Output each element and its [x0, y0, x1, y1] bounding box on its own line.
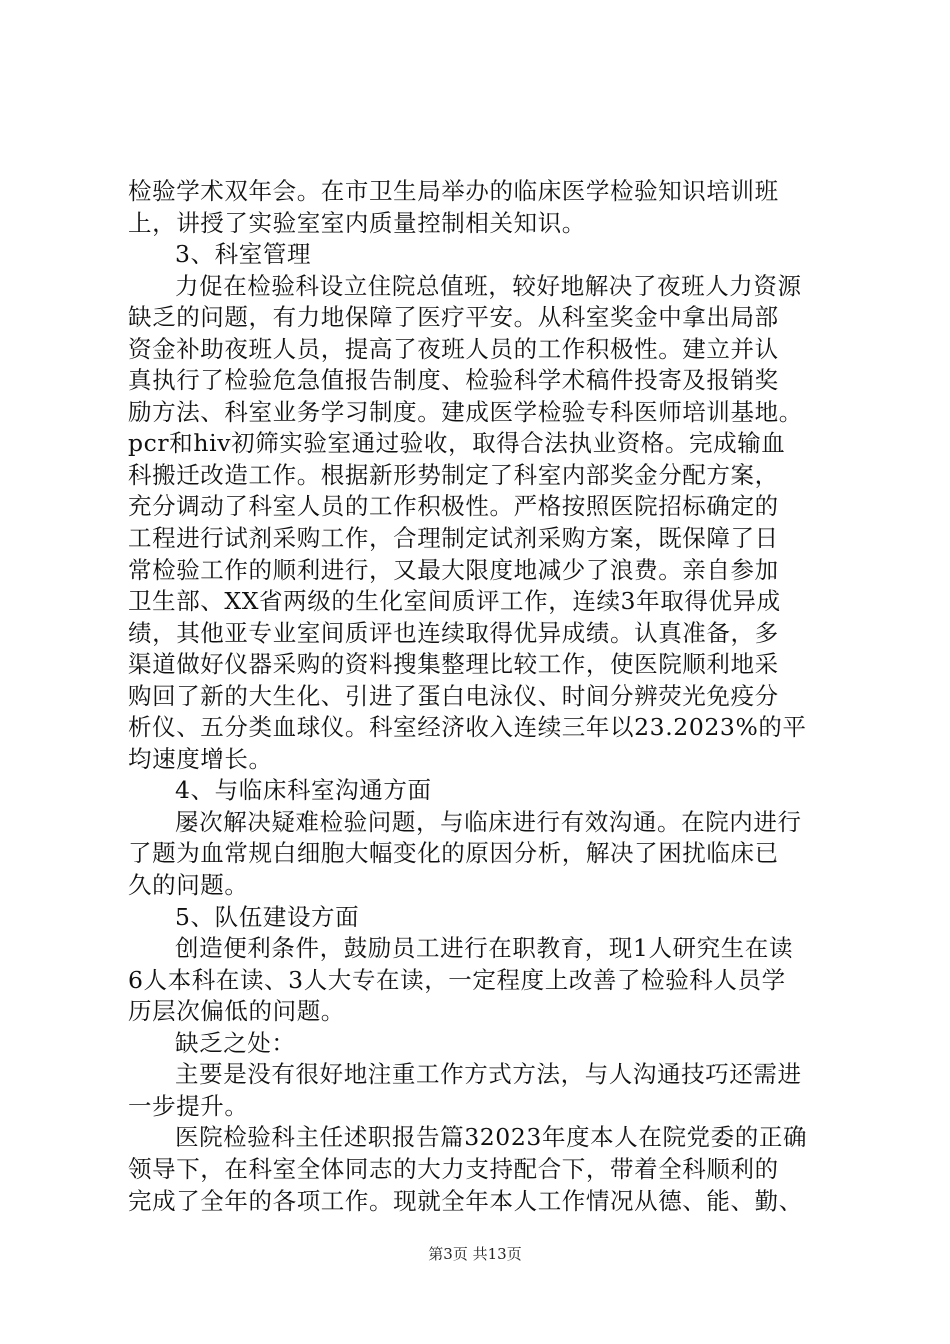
- text-line: 卫生部、XX省两级的生化室间质评工作，连续3年取得优异成: [128, 587, 781, 616]
- text-line: 工程进行试剂采购工作，合理制定试剂采购方案，既保障了日: [128, 524, 779, 553]
- text-line: 历层次偏低的问题。: [128, 997, 345, 1026]
- page-footer: 第3页 共13页: [428, 1245, 522, 1263]
- text-line: 屡次解决疑难检验问题，与临床进行有效沟通。在院内进行: [175, 807, 802, 836]
- text-line: 主要是没有很好地注重工作方式方法，与人沟通技巧还需进: [175, 1060, 802, 1089]
- text-line: 科搬迁改造工作。根据新形势制定了科室内部奖金分配方案，: [128, 460, 779, 489]
- text-line: 均速度增长。: [128, 744, 273, 773]
- text-line: 绩，其他亚专业室间质评也连续取得优异成绩。认真准备，多: [128, 618, 779, 647]
- text-line: 3、科室管理: [175, 240, 312, 269]
- text-line: 5、队伍建设方面: [175, 902, 360, 931]
- body-text: [128, 176, 848, 1217]
- text-line: 6人本科在读、3人大专在读，一定程度上改善了检验科人员学: [128, 965, 786, 994]
- text-line: 购回了新的大生化、引进了蛋白电泳仪、时间分辨荧光免疫分: [128, 681, 779, 710]
- text-line: 上，讲授了实验室室内质量控制相关知识。: [128, 208, 586, 237]
- text-line: 力促在检验科设立住院总值班，较好地解决了夜班人力资源: [175, 271, 802, 300]
- text-line: 久的问题。: [128, 871, 249, 900]
- text-line: 完成了全年的各项工作。现就全年本人工作情况从德、能、勤、: [128, 1186, 803, 1215]
- text-line: 4、与临床科室沟通方面: [175, 776, 432, 805]
- text-line: 领导下，在科室全体同志的大力支持配合下，带着全科顺利的: [128, 1154, 779, 1183]
- text-line: 资金补助夜班人员，提高了夜班人员的工作积极性。建立并认: [128, 334, 779, 363]
- text-line: 析仪、五分类血球仪。科室经济收入连续三年以23.2023%的平: [128, 713, 807, 742]
- text-line: 缺乏之处：: [175, 1028, 296, 1057]
- text-line: 渠道做好仪器采购的资料搜集整理比较工作，使医院顺利地采: [128, 650, 779, 679]
- text-line: 医院检验科主任述职报告篇32023年度本人在院党委的正确: [175, 1123, 808, 1152]
- text-line: pcr和hiv初筛实验室通过验收，取得合法执业资格。完成输血: [128, 429, 786, 458]
- text-line: 了题为血常规白细胞大幅变化的原因分析，解决了困扰临床已: [128, 839, 779, 868]
- text-line: 常检验工作的顺利进行，又最大限度地减少了浪费。亲自参加: [128, 555, 779, 584]
- text-line: 真执行了检验危急值报告制度、检验科学术稿件投寄及报销奖: [128, 366, 779, 395]
- text-line: 创造便利条件，鼓励员工进行在职教育，现1人研究生在读: [175, 934, 794, 963]
- text-line: 缺乏的问题，有力地保障了医疗平安。从科室奖金中拿出局部: [128, 303, 779, 332]
- text-line: 检验学术双年会。在市卫生局举办的临床医学检验知识培训班: [128, 177, 779, 205]
- text-line: 充分调动了科室人员的工作积极性。严格按照医院招标确定的: [128, 492, 779, 521]
- text-line: 励方法、科室业务学习制度。建成医学检验专科医师培训基地。: [128, 397, 803, 426]
- text-line: 一步提升。: [128, 1091, 249, 1120]
